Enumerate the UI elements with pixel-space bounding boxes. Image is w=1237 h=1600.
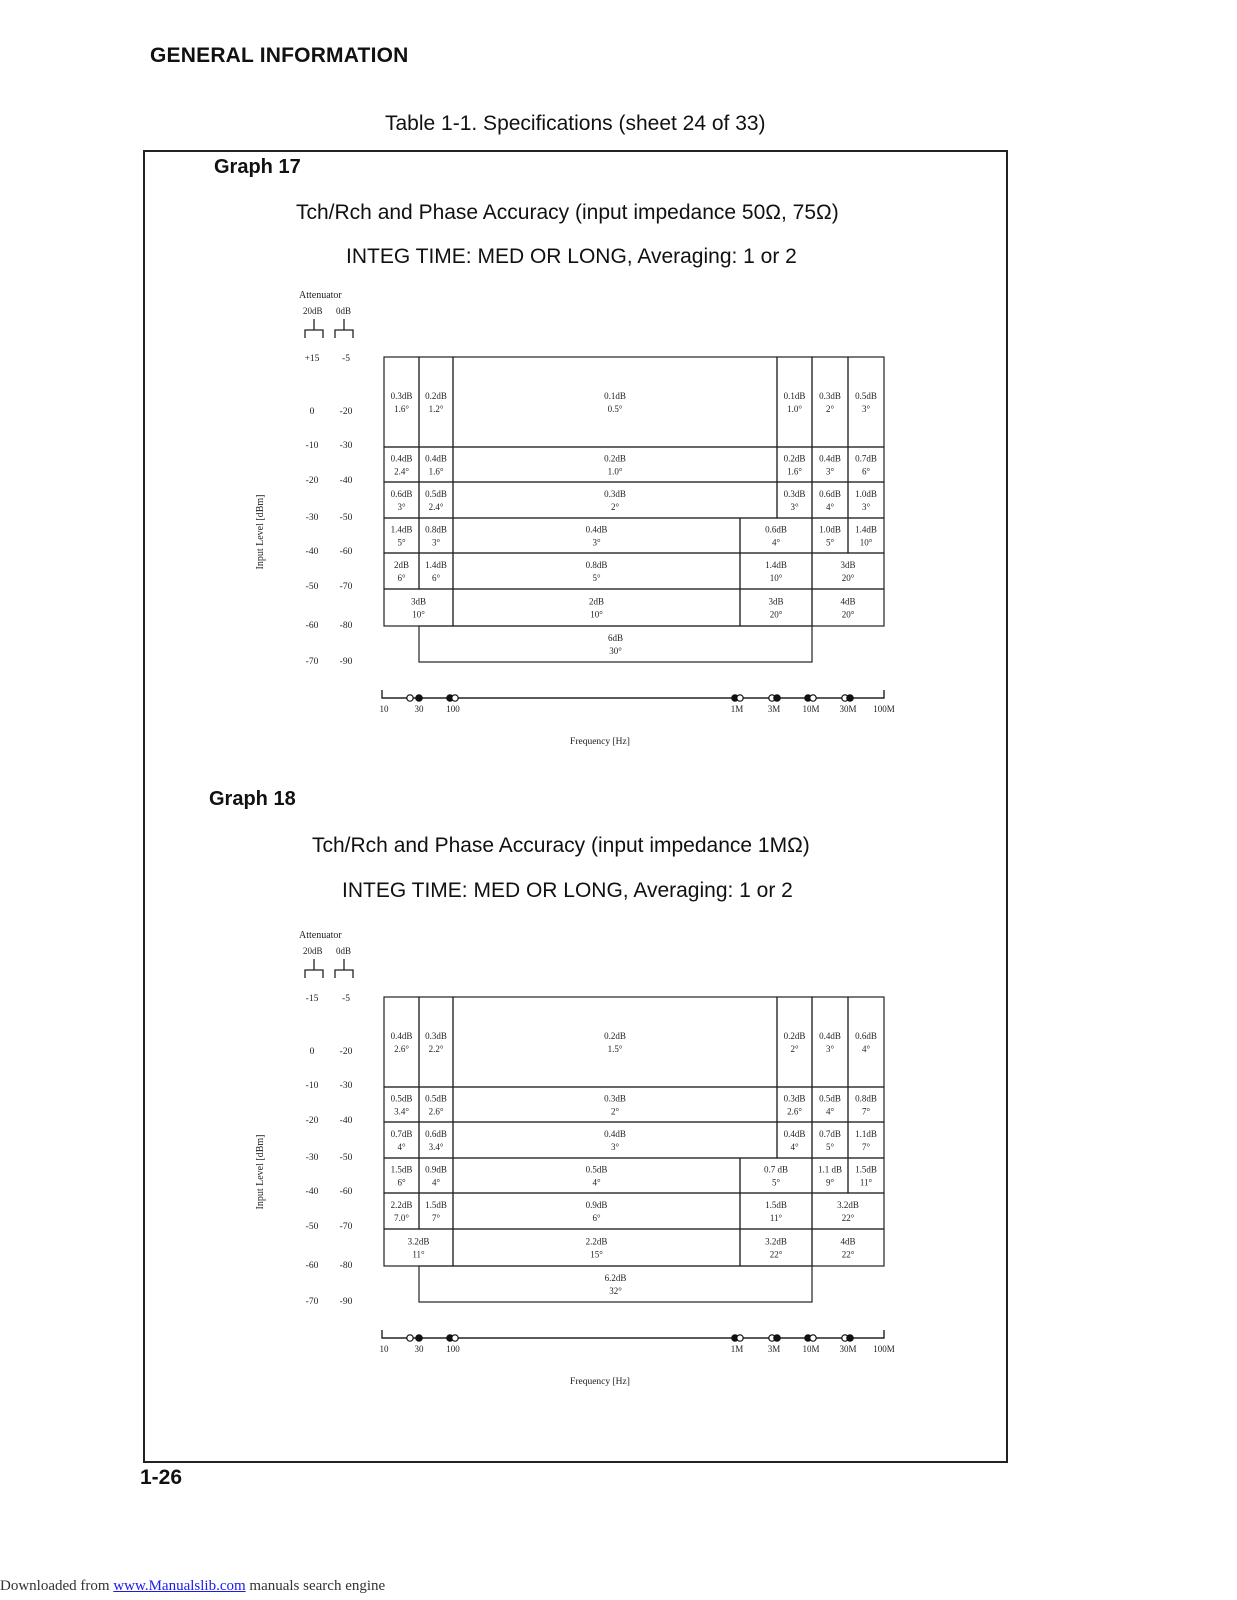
cell-phase-label: 6°: [592, 1213, 601, 1223]
y-tick-label-20db: -20: [305, 476, 319, 486]
x-axis-label: Frequency [Hz]: [570, 1377, 630, 1387]
y-tick-label-0db: -60: [339, 547, 353, 557]
cell-magnitude-label: 0.5dB: [585, 1164, 608, 1175]
x-axis-marker: [452, 1335, 458, 1341]
cell-magnitude-label: 0.5dB: [425, 489, 447, 499]
table-cell: [848, 482, 884, 518]
table-cell: [453, 518, 740, 553]
cell-magnitude-label: 0.3dB: [783, 1093, 806, 1104]
cell-phase-label: 1.6°: [787, 466, 802, 477]
section-heading: GENERAL INFORMATION: [150, 44, 409, 67]
cell-phase-label: 10°: [769, 573, 783, 583]
table-cell: [453, 997, 777, 1087]
cell-magnitude-label: 0.6dB: [765, 524, 787, 535]
table-cell: [777, 482, 812, 518]
table-cell: [419, 626, 812, 662]
table-cell: [848, 357, 884, 447]
table-cell: [453, 589, 740, 626]
cell-magnitude-label: 0.8dB: [855, 1093, 877, 1104]
y-tick-label-0db: -80: [339, 1261, 353, 1271]
cell-phase-label: 3°: [610, 1142, 620, 1152]
cell-magnitude-label: 0.7dB: [390, 1129, 413, 1139]
cell-phase-label: 2°: [825, 404, 835, 414]
x-axis-marker: [407, 1335, 413, 1341]
attenuator-switch-icon: [305, 319, 323, 338]
table-cell: [384, 589, 453, 626]
table-cell: [453, 1229, 740, 1266]
cell-phase-label: 3°: [431, 537, 441, 548]
cell-magnitude-label: 3dB: [410, 596, 427, 607]
x-tick-label: 10: [379, 704, 389, 714]
y-tick-label-0db: -80: [339, 621, 353, 631]
attenuator-0db-label: 0dB: [336, 946, 352, 956]
cell-magnitude-label: 0.3dB: [819, 391, 841, 401]
cell-magnitude-label: 0.4dB: [585, 524, 608, 535]
cell-magnitude-label: 0.5dB: [390, 1093, 413, 1104]
cell-magnitude-label: 0.6dB: [390, 489, 413, 499]
table-cell: [812, 1087, 848, 1122]
cell-magnitude-label: 3dB: [840, 560, 856, 570]
x-axis-marker: [416, 695, 422, 701]
table-cell: [848, 1122, 884, 1158]
cell-phase-label: 3.4°: [394, 1106, 409, 1117]
cell-magnitude-label: 0.4dB: [390, 1031, 413, 1041]
table-cell: [384, 997, 419, 1087]
graph-18-title: Tch/Rch and Phase Accuracy (input impedance 1MΩ): [312, 834, 810, 857]
y-tick-label-0db: -90: [339, 1297, 353, 1307]
cell-phase-label: 2°: [610, 502, 620, 512]
cell-magnitude-label: 1.1 dB: [817, 1164, 843, 1175]
cell-magnitude-label: 0.5dB: [425, 1093, 447, 1104]
x-tick-label: 10M: [802, 1344, 820, 1354]
graph-18-subtitle: INTEG TIME: MED OR LONG, Averaging: 1 or 2: [342, 879, 793, 902]
table-cell: [453, 482, 777, 518]
graph-17-subtitle: INTEG TIME: MED OR LONG, Averaging: 1 or 2: [346, 245, 797, 268]
y-tick-label-0db: -70: [339, 582, 353, 592]
cell-phase-label: 22°: [841, 1249, 855, 1260]
table-cell: [419, 482, 453, 518]
y-tick-label-0db: -20: [339, 1047, 353, 1057]
cell-magnitude-label: 0.5dB: [819, 1093, 841, 1104]
cell-phase-label: 7°: [431, 1213, 441, 1223]
x-tick-label: 3M: [767, 1344, 781, 1354]
cell-phase-label: 1.5°: [607, 1044, 623, 1054]
table-cell: [453, 553, 740, 589]
y-tick-label-20db: -60: [305, 1261, 319, 1271]
x-tick-label: 30: [414, 704, 424, 714]
table-cell: [384, 1087, 419, 1122]
y-tick-label-0db: -5: [342, 354, 350, 364]
table-cell: [740, 1229, 812, 1266]
table-cell: [419, 1122, 453, 1158]
table-cell: [453, 1122, 777, 1158]
cell-magnitude-label: 0.4dB: [390, 453, 413, 464]
table-cell: [453, 1158, 740, 1193]
cell-phase-label: 3°: [790, 502, 799, 512]
table-cell: [740, 589, 812, 626]
table-cell: [453, 357, 777, 447]
footer-suffix: manuals search engine: [245, 1578, 386, 1594]
y-tick-label-0db: -40: [339, 476, 353, 486]
y-tick-label-20db: +15: [304, 354, 320, 364]
graph-18-label: Graph 18: [209, 788, 296, 810]
cell-magnitude-label: 0.2dB: [783, 453, 806, 464]
y-tick-label-0db: -50: [339, 1153, 353, 1163]
footer-link[interactable]: www.Manualslib.com: [113, 1578, 246, 1594]
cell-magnitude-label: 0.4dB: [819, 1031, 841, 1041]
x-tick-label: 100M: [873, 704, 895, 714]
x-tick-label: 100M: [873, 1344, 895, 1354]
cell-magnitude-label: 0.7dB: [819, 1129, 841, 1139]
cell-phase-label: 1.2°: [428, 404, 444, 414]
table-cell: [777, 447, 812, 482]
table-cell: [812, 518, 848, 553]
cell-phase-label: 1.6°: [428, 466, 444, 477]
x-axis-marker: [737, 1335, 743, 1341]
table-cell: [384, 357, 419, 447]
cell-phase-label: 2.6°: [428, 1106, 444, 1117]
cell-magnitude-label: 1.5dB: [765, 1200, 787, 1210]
cell-phase-label: 5°: [771, 1177, 781, 1188]
table-cell: [384, 1193, 419, 1229]
y-tick-label-0db: -5: [342, 994, 350, 1004]
table-cell: [419, 1158, 453, 1193]
x-axis-marker: [416, 1335, 422, 1341]
table-cell: [848, 1158, 884, 1193]
cell-phase-label: 5°: [397, 537, 406, 548]
table-cell: [848, 518, 884, 553]
cell-magnitude-label: 6dB: [607, 633, 624, 643]
cell-phase-label: 3°: [861, 404, 871, 414]
cell-phase-label: 1.6°: [394, 404, 409, 414]
table-cell: [453, 1087, 777, 1122]
table-cell: [812, 553, 884, 589]
x-tick-label: 3M: [767, 704, 781, 714]
table-cell: [384, 518, 419, 553]
y-tick-label-0db: -60: [339, 1187, 353, 1197]
table-cell: [812, 447, 848, 482]
table-cell: [812, 1158, 848, 1193]
cell-phase-label: 5°: [592, 573, 601, 583]
cell-phase-label: 30°: [609, 646, 622, 656]
attenuator-switch-icon: [335, 319, 353, 338]
cell-magnitude-label: 3dB: [768, 596, 784, 607]
cell-phase-label: 9°: [825, 1177, 835, 1188]
cell-magnitude-label: 1.5dB: [390, 1164, 413, 1175]
table-cell: [384, 1122, 419, 1158]
cell-magnitude-label: 2.2dB: [585, 1236, 608, 1247]
y-tick-label-0db: -20: [339, 407, 353, 417]
cell-phase-label: 11°: [412, 1249, 425, 1260]
y-tick-label-20db: -30: [305, 1153, 319, 1163]
cell-magnitude-label: 0.7dB: [855, 453, 877, 464]
cell-phase-label: 7.0°: [394, 1213, 409, 1223]
cell-phase-label: 20°: [769, 609, 783, 620]
table-cell: [419, 997, 453, 1087]
cell-phase-label: 10°: [859, 537, 873, 548]
cell-magnitude-label: 0.3dB: [783, 489, 806, 499]
table-cell: [419, 553, 453, 589]
attenuator-20db-label: 20dB: [303, 946, 323, 956]
y-tick-label-20db: -70: [305, 1297, 319, 1307]
graph-18-chart: [0, 922, 1237, 1402]
table-cell: [848, 447, 884, 482]
cell-magnitude-label: 4dB: [840, 596, 856, 607]
cell-magnitude-label: 0.7 dB: [763, 1164, 789, 1175]
x-tick-label: 100: [446, 1344, 460, 1354]
cell-magnitude-label: 0.2dB: [783, 1031, 806, 1041]
cell-phase-label: 3°: [397, 502, 406, 512]
cell-magnitude-label: 1.0dB: [855, 489, 877, 499]
y-axis-label: Input Level [dBm]: [255, 494, 266, 570]
cell-magnitude-label: 2.2dB: [390, 1200, 413, 1210]
cell-magnitude-label: 1.1dB: [855, 1129, 877, 1139]
cell-magnitude-label: 0.4dB: [604, 1129, 626, 1139]
cell-phase-label: 10°: [590, 609, 603, 620]
table-cell: [419, 1087, 453, 1122]
y-tick-label-20db: -20: [305, 1116, 319, 1126]
cell-phase-label: 1.0°: [787, 404, 802, 414]
cell-magnitude-label: 0.3dB: [425, 1031, 447, 1041]
cell-magnitude-label: 0.4dB: [783, 1129, 806, 1139]
x-axis-marker: [810, 695, 816, 701]
table-cell: [453, 447, 777, 482]
table-cell: [419, 1266, 812, 1302]
cell-phase-label: 11°: [859, 1177, 873, 1188]
cell-magnitude-label: 0.9dB: [585, 1200, 608, 1210]
x-tick-label: 30: [414, 1344, 424, 1354]
y-tick-label-20db: -40: [305, 547, 319, 557]
cell-magnitude-label: 0.3dB: [604, 1093, 626, 1104]
cell-phase-label: 4°: [825, 502, 835, 512]
x-axis-marker: [737, 695, 743, 701]
y-tick-label-20db: 0: [309, 407, 315, 417]
x-axis-marker: [810, 1335, 816, 1341]
y-tick-label-20db: -15: [305, 994, 319, 1004]
cell-phase-label: 3°: [825, 1044, 835, 1054]
cell-phase-label: 2.4°: [394, 466, 409, 477]
cell-phase-label: 4°: [592, 1177, 601, 1188]
cell-phase-label: 22°: [769, 1249, 783, 1260]
cell-phase-label: 2.6°: [787, 1106, 802, 1117]
cell-magnitude-label: 0.2dB: [604, 453, 626, 464]
x-tick-label: 10: [379, 1344, 389, 1354]
x-axis-marker: [774, 1335, 780, 1341]
x-tick-label: 100: [446, 704, 460, 714]
cell-magnitude-label: 0.1dB: [604, 391, 626, 401]
table-cell: [419, 357, 453, 447]
table-cell: [812, 1122, 848, 1158]
y-tick-label-20db: -40: [305, 1187, 319, 1197]
cell-phase-label: 3.4°: [428, 1142, 444, 1152]
cell-phase-label: 3°: [592, 537, 601, 548]
cell-phase-label: 6°: [431, 573, 441, 583]
table-cell: [740, 553, 812, 589]
attenuator-0db-label: 0dB: [336, 306, 352, 316]
table-cell: [812, 589, 884, 626]
cell-magnitude-label: 0.4dB: [425, 453, 447, 464]
cell-magnitude-label: 3.2dB: [765, 1236, 787, 1247]
cell-phase-label: 7°: [861, 1142, 871, 1152]
cell-magnitude-label: 1.4dB: [765, 560, 787, 570]
graph-17-title: Tch/Rch and Phase Accuracy (input impedance 50Ω, 75Ω): [296, 201, 839, 224]
attenuator-switch-icon: [335, 959, 353, 978]
x-axis-marker: [847, 695, 853, 701]
cell-magnitude-label: 0.3dB: [390, 391, 413, 401]
table-cell: [777, 1122, 812, 1158]
cell-phase-label: 2°: [610, 1106, 620, 1117]
cell-magnitude-label: 1.4dB: [425, 560, 447, 570]
cell-magnitude-label: 3.2dB: [407, 1236, 430, 1247]
attenuator-20db-label: 20dB: [303, 306, 323, 316]
cell-phase-label: 2.2°: [428, 1044, 444, 1054]
table-cell: [812, 1229, 884, 1266]
attenuator-label: Attenuator: [299, 290, 342, 301]
cell-phase-label: 3°: [825, 466, 835, 477]
x-tick-label: 10M: [802, 704, 820, 714]
cell-phase-label: 10°: [412, 609, 425, 620]
table-cell: [384, 1158, 419, 1193]
cell-magnitude-label: 0.3dB: [604, 489, 626, 499]
table-cell: [777, 357, 812, 447]
table-cell: [812, 357, 848, 447]
cell-magnitude-label: 0.6dB: [855, 1031, 877, 1041]
cell-phase-label: 5°: [825, 537, 835, 548]
cell-phase-label: 11°: [769, 1213, 783, 1223]
graph-17-chart: [0, 282, 1237, 762]
cell-phase-label: 15°: [590, 1249, 603, 1260]
cell-magnitude-label: 2dB: [588, 596, 605, 607]
y-tick-label-20db: -60: [305, 621, 319, 631]
table-cell: [740, 1193, 812, 1229]
cell-phase-label: 32°: [609, 1286, 622, 1296]
table-cell: [777, 997, 812, 1087]
table-cell: [812, 997, 848, 1087]
y-tick-label-20db: -50: [305, 1222, 319, 1232]
cell-magnitude-label: 6.2dB: [604, 1273, 627, 1283]
cell-phase-label: 2.6°: [394, 1044, 409, 1054]
cell-phase-label: 20°: [841, 573, 855, 583]
cell-phase-label: 1.0°: [607, 466, 623, 477]
cell-magnitude-label: 2dB: [393, 560, 410, 570]
cell-magnitude-label: 3.2dB: [837, 1200, 859, 1210]
cell-magnitude-label: 0.5dB: [855, 391, 877, 401]
x-tick-label: 30M: [839, 1344, 857, 1354]
x-tick-label: 30M: [839, 704, 857, 714]
y-tick-label-0db: -30: [339, 441, 353, 451]
y-tick-label-20db: -10: [305, 1081, 319, 1091]
footer: [0, 1578, 385, 1595]
cell-phase-label: 2.4°: [428, 502, 444, 512]
cell-magnitude-label: 0.6dB: [425, 1129, 447, 1139]
table-cell: [740, 1158, 812, 1193]
cell-magnitude-label: 0.8dB: [425, 524, 447, 535]
cell-phase-label: 6°: [397, 1177, 406, 1188]
cell-phase-label: 4°: [771, 537, 781, 548]
x-tick-label: 1M: [730, 1344, 744, 1354]
cell-phase-label: 4°: [397, 1142, 406, 1152]
y-tick-label-20db: 0: [309, 1047, 315, 1057]
cell-phase-label: 6°: [861, 466, 871, 477]
x-axis-marker: [847, 1335, 853, 1341]
table-title: Table 1-1. Specifications (sheet 24 of 33): [385, 112, 766, 135]
y-tick-label-0db: -70: [339, 1222, 353, 1232]
table-cell: [812, 1193, 884, 1229]
graph-17-label: Graph 17: [214, 156, 301, 178]
table-cell: [384, 447, 419, 482]
cell-magnitude-label: 0.2dB: [425, 391, 447, 401]
cell-magnitude-label: 0.9dB: [425, 1164, 447, 1175]
x-tick-label: 1M: [730, 704, 744, 714]
cell-magnitude-label: 1.0dB: [819, 524, 841, 535]
y-tick-label-0db: -40: [339, 1116, 353, 1126]
table-cell: [777, 1087, 812, 1122]
page-number: 1-26: [140, 1466, 183, 1489]
y-tick-label-0db: -90: [339, 657, 353, 667]
cell-phase-label: 4°: [790, 1142, 799, 1152]
x-axis-marker: [407, 695, 413, 701]
table-cell: [740, 518, 812, 553]
cell-phase-label: 4°: [861, 1044, 871, 1054]
attenuator-switch-icon: [305, 959, 323, 978]
cell-phase-label: 6°: [397, 573, 406, 583]
x-axis-marker: [774, 695, 780, 701]
y-tick-label-20db: -50: [305, 582, 319, 592]
cell-phase-label: 4°: [825, 1106, 835, 1117]
cell-phase-label: 5°: [825, 1142, 835, 1152]
y-tick-label-20db: -10: [305, 441, 319, 451]
footer-prefix: Downloaded from: [0, 1578, 114, 1594]
cell-magnitude-label: 1.4dB: [855, 524, 877, 535]
table-cell: [384, 553, 419, 589]
cell-magnitude-label: 0.1dB: [783, 391, 806, 401]
cell-magnitude-label: 0.8dB: [585, 560, 608, 570]
table-cell: [384, 1229, 453, 1266]
cell-magnitude-label: 1.5dB: [855, 1164, 877, 1175]
y-tick-label-20db: -70: [305, 657, 319, 667]
x-axis-label: Frequency [Hz]: [570, 737, 630, 747]
cell-phase-label: 22°: [841, 1213, 855, 1223]
cell-phase-label: 4°: [431, 1177, 441, 1188]
cell-magnitude-label: 0.2dB: [604, 1031, 626, 1041]
cell-magnitude-label: 0.6dB: [819, 489, 841, 499]
cell-phase-label: 7°: [861, 1106, 871, 1117]
table-cell: [419, 1193, 453, 1229]
y-axis-label: Input Level [dBm]: [255, 1134, 266, 1210]
cell-magnitude-label: 1.5dB: [425, 1200, 447, 1210]
cell-phase-label: 0.5°: [607, 404, 623, 414]
cell-magnitude-label: 0.4dB: [819, 453, 841, 464]
y-tick-label-0db: -50: [339, 513, 353, 523]
table-cell: [453, 1193, 740, 1229]
cell-phase-label: 2°: [790, 1044, 799, 1054]
table-cell: [419, 447, 453, 482]
table-cell: [848, 1087, 884, 1122]
y-tick-label-0db: -30: [339, 1081, 353, 1091]
cell-magnitude-label: 4dB: [840, 1236, 856, 1247]
attenuator-label: Attenuator: [299, 930, 342, 941]
table-cell: [419, 518, 453, 553]
table-cell: [384, 482, 419, 518]
table-cell: [812, 482, 848, 518]
x-axis-marker: [452, 695, 458, 701]
cell-phase-label: 20°: [841, 609, 855, 620]
cell-phase-label: 3°: [861, 502, 871, 512]
cell-magnitude-label: 1.4dB: [390, 524, 413, 535]
y-tick-label-20db: -30: [305, 513, 319, 523]
table-cell: [848, 997, 884, 1087]
